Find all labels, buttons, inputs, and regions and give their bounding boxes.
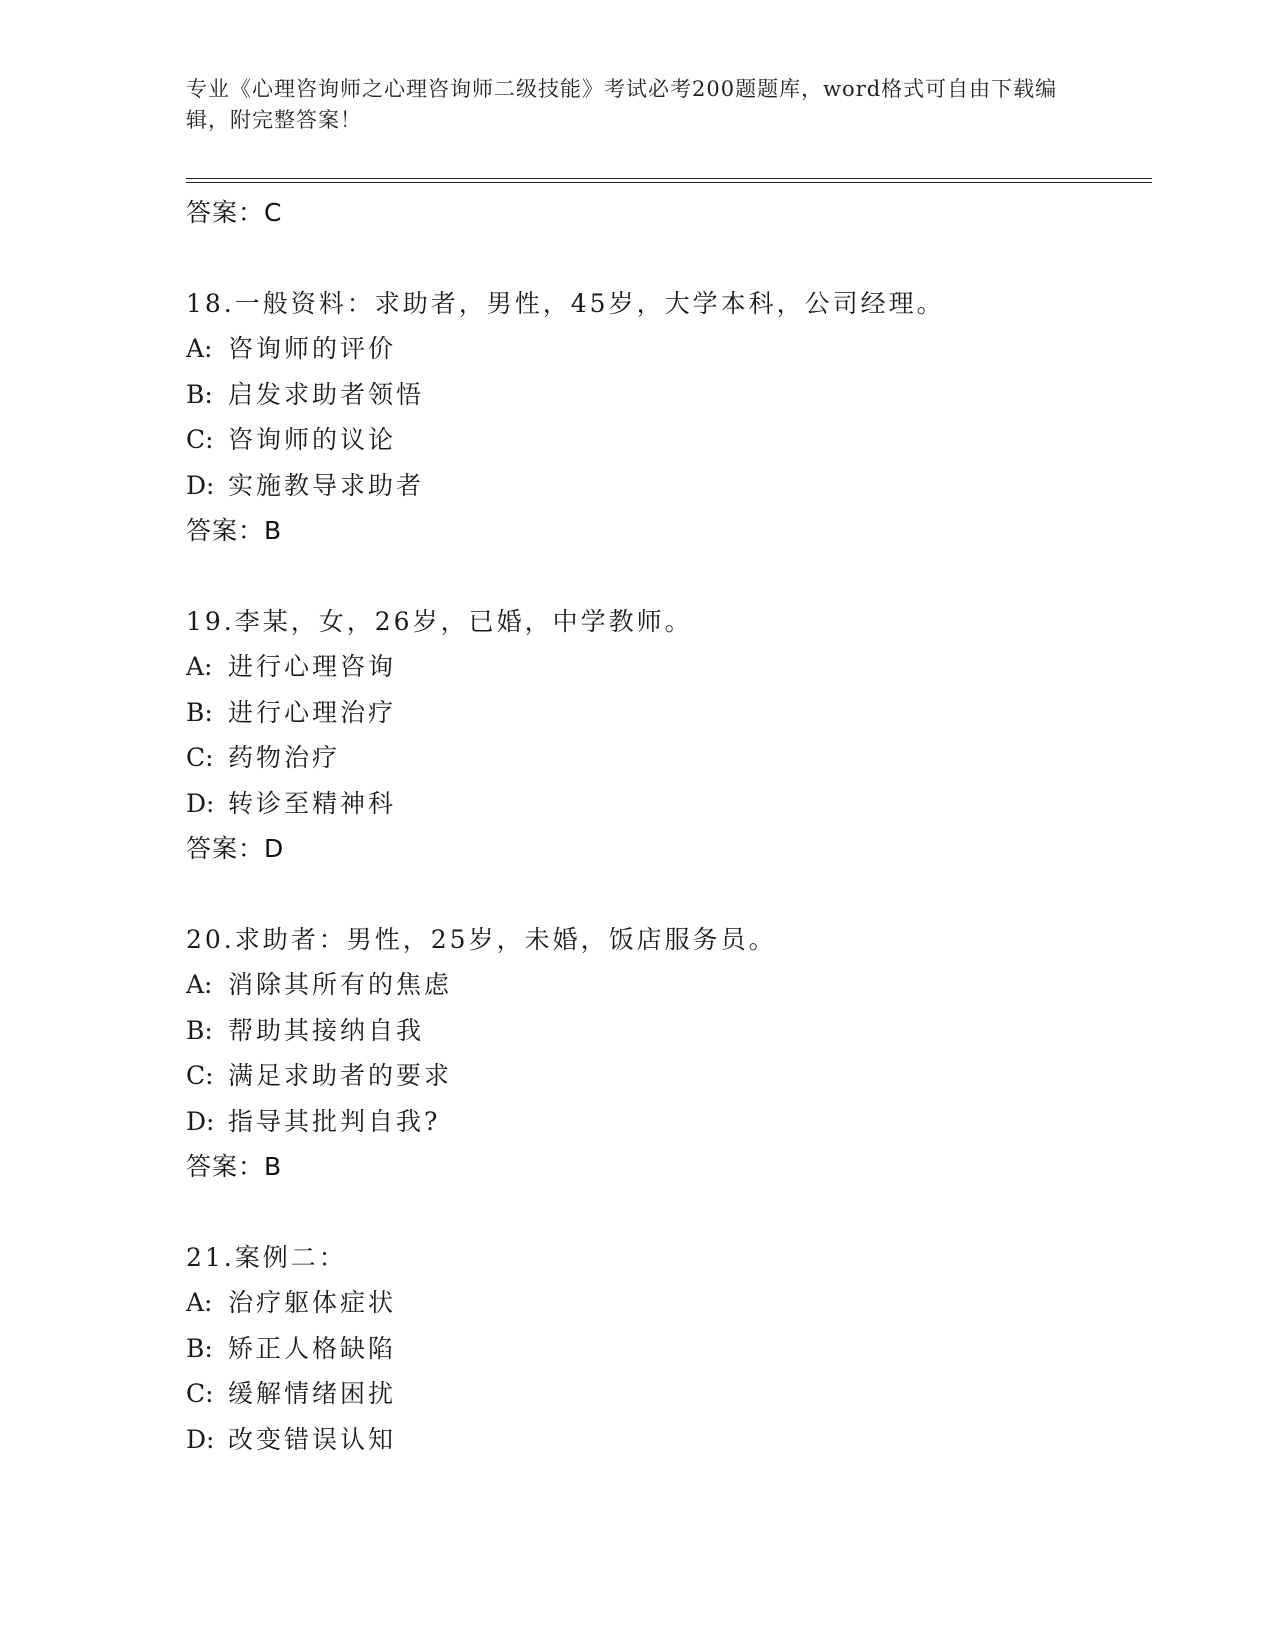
question-list: [186, 190, 1146, 1462]
option-letter: A:: [186, 970, 213, 999]
answer-line: 答案：B: [186, 1152, 283, 1181]
option-c: [186, 1371, 1146, 1417]
option-text: 进行心理治疗: [228, 697, 397, 727]
option-letter: D:: [186, 1106, 215, 1136]
document-header: 专业《心理咨询师之心理咨询师二级技能》考试必考200题题库，word格式可自由下载编辑，附完整答案！: [186, 77, 1058, 132]
option-text: 缓解情绪困扰: [228, 1379, 397, 1408]
option-c: [186, 735, 1146, 781]
option-text: 实施教导求助者: [228, 470, 425, 500]
spacer: [186, 1190, 1146, 1235]
option-d: [186, 463, 1146, 509]
option-b: [186, 690, 1146, 736]
option-c: [186, 1053, 1146, 1099]
option-text: 帮助其接纳自我: [228, 1015, 425, 1045]
question-18: [186, 281, 1146, 554]
option-c: [186, 417, 1146, 463]
option-d: [186, 1099, 1146, 1145]
option-b: [186, 1326, 1146, 1372]
question-stem: 21.案例二：: [186, 1242, 347, 1272]
previous-answer: 答案：C: [186, 198, 283, 227]
option-text: 转诊至精神科: [228, 788, 397, 818]
option-letter: B:: [186, 1015, 213, 1045]
question-stem: 20.求助者：男性，25岁，未婚，饭店服务员。: [186, 924, 777, 954]
option-letter: D:: [186, 470, 215, 500]
option-letter: D:: [186, 788, 215, 818]
option-letter: C:: [186, 1061, 214, 1090]
option-letter: B:: [186, 1333, 213, 1363]
option-text: 药物治疗: [228, 743, 341, 772]
option-text: 指导其批判自我?: [228, 1106, 441, 1136]
option-letter: C:: [186, 425, 214, 454]
option-letter: C:: [186, 1379, 214, 1408]
option-text: 咨询师的评价: [228, 334, 397, 363]
header-divider: [186, 178, 1152, 183]
option-letter: A:: [186, 334, 213, 363]
question-21: [186, 1235, 1146, 1463]
spacer: [186, 872, 1146, 917]
option-letter: B:: [186, 697, 213, 727]
option-letter: C:: [186, 743, 214, 772]
spacer: [186, 554, 1146, 599]
option-d: [186, 781, 1146, 827]
option-d: [186, 1417, 1146, 1463]
question-stem: 18.一般资料：求助者，男性，45岁，大学本科，公司经理。: [186, 288, 945, 318]
answer-line: 答案：D: [186, 834, 285, 863]
option-text: 改变错误认知: [228, 1424, 397, 1454]
option-a: [186, 326, 1146, 372]
option-a: [186, 644, 1146, 690]
option-a: [186, 1280, 1146, 1326]
option-letter: A:: [186, 652, 213, 681]
option-b: [186, 1008, 1146, 1054]
spacer: [186, 236, 1146, 281]
question-20: [186, 917, 1146, 1190]
option-letter: B:: [186, 379, 213, 409]
option-text: 治疗躯体症状: [228, 1288, 397, 1317]
option-a: [186, 962, 1146, 1008]
question-stem: 19.李某，女，26岁，已婚，中学教师。: [186, 606, 693, 636]
question-19: [186, 599, 1146, 872]
option-letter: D:: [186, 1424, 215, 1454]
option-text: 满足求助者的要求: [228, 1061, 453, 1090]
option-text: 咨询师的议论: [228, 425, 397, 454]
option-letter: A:: [186, 1288, 213, 1317]
option-text: 进行心理咨询: [228, 652, 397, 681]
answer-line: 答案：B: [186, 516, 283, 545]
option-text: 启发求助者领悟: [228, 379, 425, 409]
option-text: 矫正人格缺陷: [228, 1333, 397, 1363]
option-text: 消除其所有的焦虑: [228, 970, 453, 999]
option-b: [186, 372, 1146, 418]
